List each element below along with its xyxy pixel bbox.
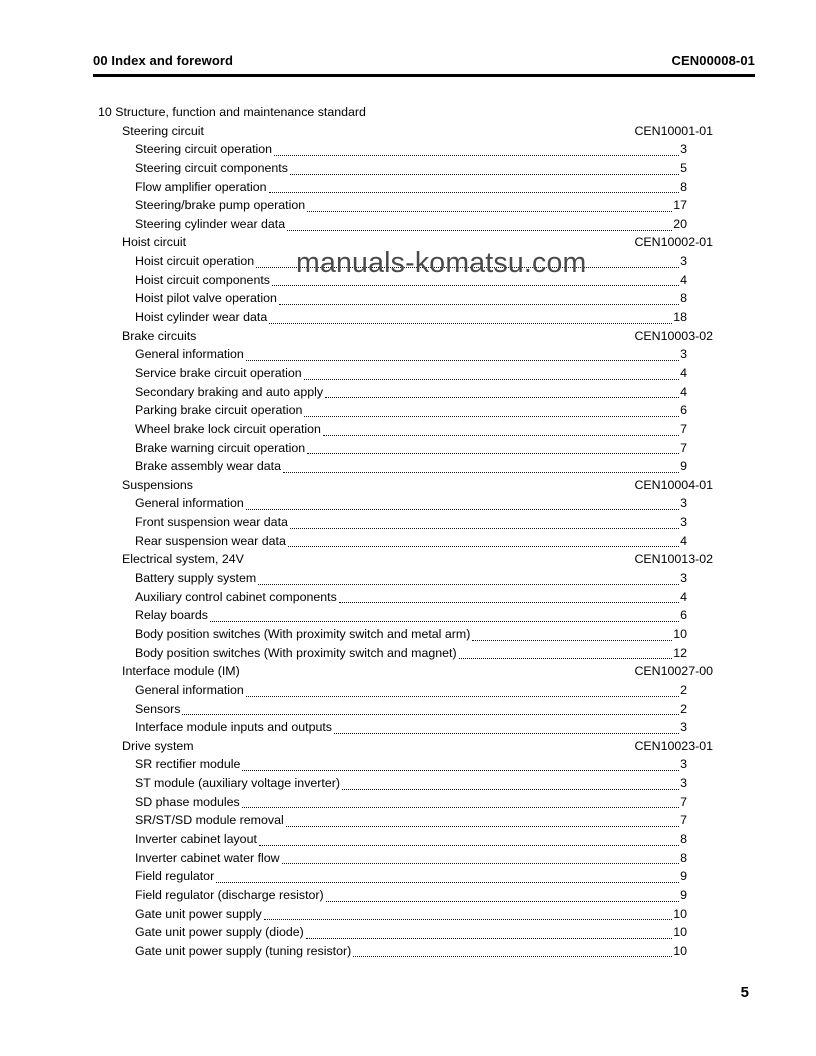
toc-item-label: Brake warning circuit operation: [135, 440, 306, 455]
toc-item-row: [93, 513, 755, 532]
toc-section-code: CEN10002-01: [634, 235, 713, 250]
toc-item-label: Body position switches (With proximity switch and metal arm): [135, 626, 471, 641]
toc-item-page: 3: [680, 776, 687, 791]
dotted-leader: [269, 192, 680, 193]
toc-item-page: 12: [673, 645, 687, 660]
toc-item-page: 2: [680, 682, 687, 697]
toc-item-label: Gate unit power supply (diode): [135, 925, 304, 940]
dotted-leader: [326, 901, 679, 902]
dotted-leader: [334, 733, 679, 734]
toc-item-label: Brake assembly wear data: [135, 459, 282, 474]
toc-item-row: [93, 793, 755, 812]
toc-item-page: 20: [673, 216, 687, 231]
toc-item-row: [93, 774, 755, 793]
dotted-leader: [307, 211, 672, 212]
toc-item-page: 3: [680, 571, 687, 586]
toc-item-label: Field regulator: [135, 869, 215, 884]
toc-item-row: [93, 849, 755, 868]
toc-item-label: ST module (auxiliary voltage inverter): [135, 776, 340, 791]
toc-item-row: [93, 625, 755, 644]
toc-item-row: [93, 383, 755, 402]
toc-item-page: 4: [680, 384, 687, 399]
toc-section-code: CEN10004-01: [634, 477, 713, 492]
toc-item-label: Body position switches (With proximity switch and magnet): [135, 645, 457, 660]
toc-item-page: 4: [680, 533, 687, 548]
toc-item-page: 6: [680, 403, 687, 418]
toc-item-label: Steering/brake pump operation: [135, 198, 306, 213]
toc-item-page: 10: [673, 943, 687, 958]
dotted-leader: [323, 435, 679, 436]
toc-item-row: [93, 606, 755, 625]
toc-item-label: Parking brake circuit operation: [135, 403, 303, 418]
toc-item-page: 2: [680, 701, 687, 716]
toc-section-row: [93, 662, 755, 681]
toc-item-row: [93, 215, 755, 234]
toc-item-row: [93, 345, 755, 364]
toc-item-page: 3: [680, 347, 687, 362]
toc-item-row: [93, 159, 755, 178]
dotted-leader: [246, 360, 679, 361]
toc-item-page: 10: [673, 906, 687, 921]
dotted-leader: [459, 658, 673, 659]
toc-item-row: [93, 942, 755, 961]
toc-item-label: Steering circuit operation: [135, 142, 273, 157]
toc-item-page: 7: [680, 440, 687, 455]
toc-item-row: [93, 420, 755, 439]
toc-section-row: [93, 737, 755, 756]
dotted-leader: [342, 789, 679, 790]
toc-item-page: 10: [673, 626, 687, 641]
toc-item-page: 7: [680, 813, 687, 828]
toc-item-label: Hoist circuit operation: [135, 254, 255, 269]
toc-item-row: [93, 905, 755, 924]
toc-item-page: 3: [680, 496, 687, 511]
toc-item-page: 6: [680, 608, 687, 623]
toc-section-title: Suspensions: [122, 477, 193, 492]
toc-item-row: [93, 811, 755, 830]
dotted-leader: [286, 826, 679, 827]
toc-item-row: [93, 401, 755, 420]
toc-item-label: Wheel brake lock circuit operation: [135, 421, 321, 436]
toc-item-label: SD phase modules: [135, 794, 240, 809]
toc-item-page: 10: [673, 925, 687, 940]
dotted-leader: [246, 696, 679, 697]
dotted-leader: [182, 714, 679, 715]
dotted-leader: [283, 472, 679, 473]
toc-item-page: 3: [680, 720, 687, 735]
toc-item-label: SR rectifier module: [135, 757, 241, 772]
toc-item-page: 18: [673, 310, 687, 325]
toc-item-label: Hoist cylinder wear data: [135, 310, 268, 325]
toc-item-page: 4: [680, 365, 687, 380]
dotted-leader: [258, 584, 679, 585]
toc-item-label: General information: [135, 347, 244, 362]
toc-section-title: Steering circuit: [122, 123, 204, 138]
dotted-leader: [306, 938, 672, 939]
toc-item-label: General information: [135, 496, 244, 511]
page-header: [93, 53, 755, 68]
toc-item-page: 9: [680, 887, 687, 902]
toc-section-row: [93, 327, 755, 346]
header-rule: [93, 74, 755, 77]
toc-item-label: Steering cylinder wear data: [135, 216, 286, 231]
page-number: 5: [740, 984, 749, 1001]
header-doc-code: CEN00008-01: [671, 53, 755, 68]
dotted-leader: [216, 882, 679, 883]
toc-section-row: [93, 550, 755, 569]
toc-item-label: Gate unit power supply (tuning resistor): [135, 943, 352, 958]
dotted-leader: [259, 845, 679, 846]
table-of-contents: [93, 103, 755, 960]
dotted-leader: [269, 323, 672, 324]
toc-section-code: CEN10013-02: [634, 552, 713, 567]
toc-item-page: 3: [680, 757, 687, 772]
toc-item-row: [93, 923, 755, 942]
dotted-leader: [274, 155, 679, 156]
toc-section-title: Drive system: [122, 738, 194, 753]
toc-section-row: [93, 122, 755, 141]
toc-item-row: [93, 308, 755, 327]
toc-item-page: 9: [680, 869, 687, 884]
toc-item-label: Sensors: [135, 701, 181, 716]
toc-item-page: 3: [680, 142, 687, 157]
toc-item-page: 5: [680, 160, 687, 175]
dotted-leader: [339, 602, 679, 603]
toc-item-row: [93, 196, 755, 215]
toc-item-label: Flow amplifier operation: [135, 179, 267, 194]
toc-item-label: Auxiliary control cabinet components: [135, 589, 337, 604]
toc-item-row: [93, 886, 755, 905]
dotted-leader: [472, 640, 672, 641]
header-chapter-title: 00 Index and foreword: [93, 53, 234, 68]
dotted-leader: [287, 230, 672, 231]
toc-item-page: 3: [680, 515, 687, 530]
toc-item-label: Interface module inputs and outputs: [135, 720, 333, 735]
toc-item-row: [93, 681, 755, 700]
toc-item-row: [93, 755, 755, 774]
toc-item-page: 7: [680, 794, 687, 809]
toc-item-label: SR/ST/SD module removal: [135, 813, 284, 828]
toc-item-row: [93, 364, 755, 383]
toc-item-row: [93, 457, 755, 476]
toc-item-page: 3: [680, 254, 687, 269]
toc-item-row: [93, 644, 755, 663]
toc-section-code: CEN10027-00: [634, 664, 713, 679]
toc-item-row: [93, 867, 755, 886]
toc-item-label: Field regulator (discharge resistor): [135, 887, 324, 902]
toc-section-code: CEN10001-01: [634, 123, 713, 138]
toc-item-row: [93, 700, 755, 719]
dotted-leader: [242, 770, 679, 771]
toc-item-label: General information: [135, 682, 244, 697]
toc-section-code: CEN10023-01: [634, 738, 713, 753]
dotted-leader: [242, 807, 679, 808]
toc-item-row: [93, 494, 755, 513]
toc-item-label: Secondary braking and auto apply: [135, 384, 324, 399]
toc-item-label: Inverter cabinet layout: [135, 831, 257, 846]
dotted-leader: [246, 509, 679, 510]
toc-item-row: [93, 569, 755, 588]
watermark-text: manuals-komatsu.com: [296, 247, 587, 279]
dotted-leader: [307, 453, 679, 454]
toc-item-page: 9: [680, 459, 687, 474]
toc-item-row: [93, 439, 755, 458]
toc-item-page: 7: [680, 421, 687, 436]
toc-item-page: 8: [680, 291, 687, 306]
toc-section-title: Interface module (IM): [122, 664, 240, 679]
dotted-leader: [288, 546, 679, 547]
dotted-leader: [304, 379, 679, 380]
toc-item-label: Battery supply system: [135, 571, 257, 586]
chapter-heading: 10 Structure, function and maintenance standard: [98, 105, 366, 119]
toc-item-label: Inverter cabinet water flow: [135, 850, 280, 865]
toc-item-label: Service brake circuit operation: [135, 365, 302, 380]
toc-item-label: Relay boards: [135, 608, 209, 623]
toc-item-row: [93, 140, 755, 159]
toc-item-row: [93, 178, 755, 197]
toc-item-label: Steering circuit components: [135, 160, 288, 175]
toc-item-row: [93, 830, 755, 849]
dotted-leader: [304, 416, 679, 417]
toc-section-code: CEN10003-02: [634, 328, 713, 343]
dotted-leader: [325, 397, 679, 398]
dotted-leader: [353, 956, 672, 957]
toc-section-title: Electrical system, 24V: [122, 552, 244, 567]
toc-item-row: [93, 532, 755, 551]
toc-item-row: [93, 718, 755, 737]
toc-section-row: [93, 476, 755, 495]
toc-item-label: Gate unit power supply: [135, 906, 262, 921]
toc-item-row: [93, 289, 755, 308]
dotted-leader: [279, 304, 679, 305]
dotted-leader: [272, 285, 679, 286]
toc-item-page: 4: [680, 589, 687, 604]
toc-item-label: Hoist circuit components: [135, 272, 270, 287]
toc-item-label: Hoist pilot valve operation: [135, 291, 277, 306]
toc-item-page: 8: [680, 179, 687, 194]
dotted-leader: [290, 174, 679, 175]
toc-item-page: 17: [673, 198, 687, 213]
toc-item-page: 8: [680, 850, 687, 865]
dotted-leader: [282, 863, 679, 864]
toc-item-page: 4: [680, 272, 687, 287]
toc-item-label: Front suspension wear data: [135, 515, 288, 530]
toc-item-row: [93, 588, 755, 607]
dotted-leader: [264, 919, 672, 920]
toc-item-page: 8: [680, 831, 687, 846]
dotted-leader: [290, 528, 679, 529]
toc-section-title: Brake circuits: [122, 328, 197, 343]
toc-item-label: Rear suspension wear data: [135, 533, 286, 548]
dotted-leader: [210, 621, 679, 622]
toc-section-title: Hoist circuit: [122, 235, 187, 250]
